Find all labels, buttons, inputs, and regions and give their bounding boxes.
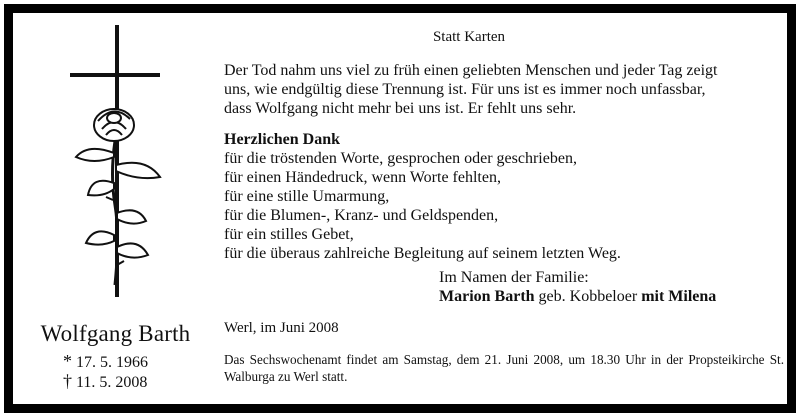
- thanks-line: für die überaus zahlreiche Begleitung auf seinem letzten Weg.: [224, 245, 621, 262]
- thanks-line: für eine stille Umarmung,: [224, 188, 390, 205]
- intro-paragraph: Der Tod nahm uns viel zu früh einen geliebten Menschen und jeder Tag zeigt uns, wie endgültig diese Trennung ist. Für uns ist es immer noch unfassbar, dass Wolfgang nicht mehr bei uns ist. Er fehlt uns sehr.: [224, 62, 718, 117]
- notice-frame: [4, 4, 796, 413]
- right-column: [224, 13, 784, 404]
- birth-date: 17. 5. 1966: [76, 354, 148, 371]
- death-date-row: [63, 372, 148, 392]
- death-symbol: †: [63, 371, 72, 391]
- death-date: 11. 5. 2008: [76, 374, 148, 391]
- notice-body: [13, 13, 787, 404]
- deceased-name: Wolfgang Barth: [40, 321, 191, 346]
- family-intro: Im Namen der Familie:: [439, 269, 589, 286]
- family-signature: [439, 268, 716, 306]
- thanks-section: [224, 130, 784, 263]
- thanks-title: Herzlichen Dank: [224, 131, 340, 148]
- left-column: [13, 13, 218, 404]
- thanks-list: [224, 149, 784, 263]
- birth-symbol: *: [63, 351, 72, 371]
- place-date: Werl, im Juni 2008: [224, 320, 339, 336]
- family-middle: geb. Kobbeloer: [534, 288, 642, 305]
- birth-date-row: [63, 352, 148, 372]
- thanks-line: für die Blumen-, Kranz- und Geldspenden,: [224, 207, 499, 224]
- notice-heading: Statt Karten: [432, 29, 506, 45]
- cross-with-rose-icon: [68, 25, 168, 310]
- life-dates: [63, 352, 148, 392]
- family-names: [439, 287, 716, 306]
- thanks-line: für einen Händedruck, wenn Worte fehlten,: [224, 169, 501, 186]
- thanks-line: für ein stilles Gebet,: [224, 226, 354, 243]
- family-name: Marion Barth: [439, 288, 535, 305]
- family-with: mit Milena: [641, 288, 717, 305]
- thanks-line: für die tröstenden Worte, gesprochen oder geschrieben,: [224, 150, 577, 167]
- service-notice: Das Sechswochenamt findet am Samstag, dem 21. Juni 2008, um 18.30 Uhr in der Propsteikirche St. Walburga zu Werl statt.: [224, 352, 784, 384]
